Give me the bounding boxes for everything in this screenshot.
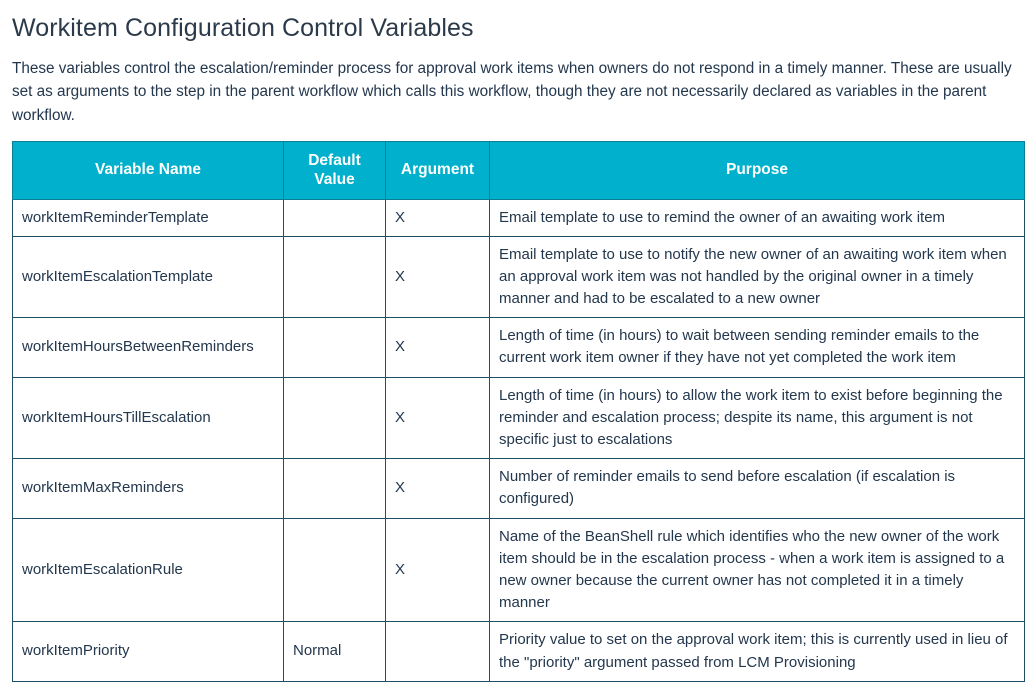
column-header-purpose: Purpose xyxy=(490,141,1025,199)
control-variables-table xyxy=(12,141,1025,682)
cell-default-value xyxy=(284,459,386,518)
table-header xyxy=(13,141,1025,199)
table-row xyxy=(13,459,1025,518)
cell-argument: X xyxy=(386,518,490,622)
column-header-argument: Argument xyxy=(386,141,490,199)
cell-purpose: Length of time (in hours) to allow the work item to exist before beginning the reminder and escalation process; despite its name, this argument is not specific just to escalations xyxy=(490,377,1025,459)
cell-purpose: Length of time (in hours) to wait between sending reminder emails to the current work item owner if they have not yet completed the work item xyxy=(490,318,1025,377)
cell-argument: X xyxy=(386,318,490,377)
cell-variable-name: workItemEscalationRule xyxy=(13,518,284,622)
cell-variable-name: workItemMaxReminders xyxy=(13,459,284,518)
cell-argument: X xyxy=(386,459,490,518)
column-header-default-value xyxy=(284,141,386,199)
table-row xyxy=(13,199,1025,236)
cell-argument xyxy=(386,622,490,681)
table-row xyxy=(13,318,1025,377)
cell-variable-name: workItemHoursTillEscalation xyxy=(13,377,284,459)
column-header-default-value-line1: Default xyxy=(308,151,361,169)
table-row xyxy=(13,236,1025,318)
table-row xyxy=(13,518,1025,622)
cell-argument: X xyxy=(386,199,490,236)
cell-default-value xyxy=(284,236,386,318)
cell-purpose: Priority value to set on the approval work item; this is currently used in lieu of the "priority" argument passed from LCM Provisioning xyxy=(490,622,1025,681)
cell-default-value xyxy=(284,318,386,377)
table-header-row xyxy=(13,141,1025,199)
cell-argument: X xyxy=(386,377,490,459)
cell-default-value xyxy=(284,199,386,236)
cell-variable-name: workItemEscalationTemplate xyxy=(13,236,284,318)
cell-purpose: Number of reminder emails to send before escalation (if escalation is configured) xyxy=(490,459,1025,518)
table-body xyxy=(13,199,1025,681)
cell-purpose: Email template to use to notify the new owner of an awaiting work item when an approval work item was not handled by the original owner in a timely manner and had to be escalated to a new owner xyxy=(490,236,1025,318)
cell-default-value xyxy=(284,518,386,622)
column-header-default-value-line2: Value xyxy=(314,171,355,189)
cell-default-value xyxy=(284,377,386,459)
column-header-variable-name: Variable Name xyxy=(13,141,284,199)
cell-purpose: Name of the BeanShell rule which identifies who the new owner of the work item should be in the escalation process - when a work item is assigned to a new owner because the current owner has not completed it in a timely manner xyxy=(490,518,1025,622)
cell-argument: X xyxy=(386,236,490,318)
page-title: Workitem Configuration Control Variables xyxy=(12,14,474,42)
intro-paragraph: These variables control the escalation/reminder process for approval work items when owners do not respond in a timely manner. These are usually set as arguments to the step in the parent workflow which calls this workflow, though they are not necessarily declared as variables in the parent workflow. xyxy=(12,60,1012,124)
cell-purpose: Email template to use to remind the owner of an awaiting work item xyxy=(490,199,1025,236)
cell-variable-name: workItemReminderTemplate xyxy=(13,199,284,236)
cell-variable-name: workItemPriority xyxy=(13,622,284,681)
cell-variable-name: workItemHoursBetweenReminders xyxy=(13,318,284,377)
table-row xyxy=(13,622,1025,681)
table-row xyxy=(13,377,1025,459)
cell-default-value: Normal xyxy=(284,622,386,681)
